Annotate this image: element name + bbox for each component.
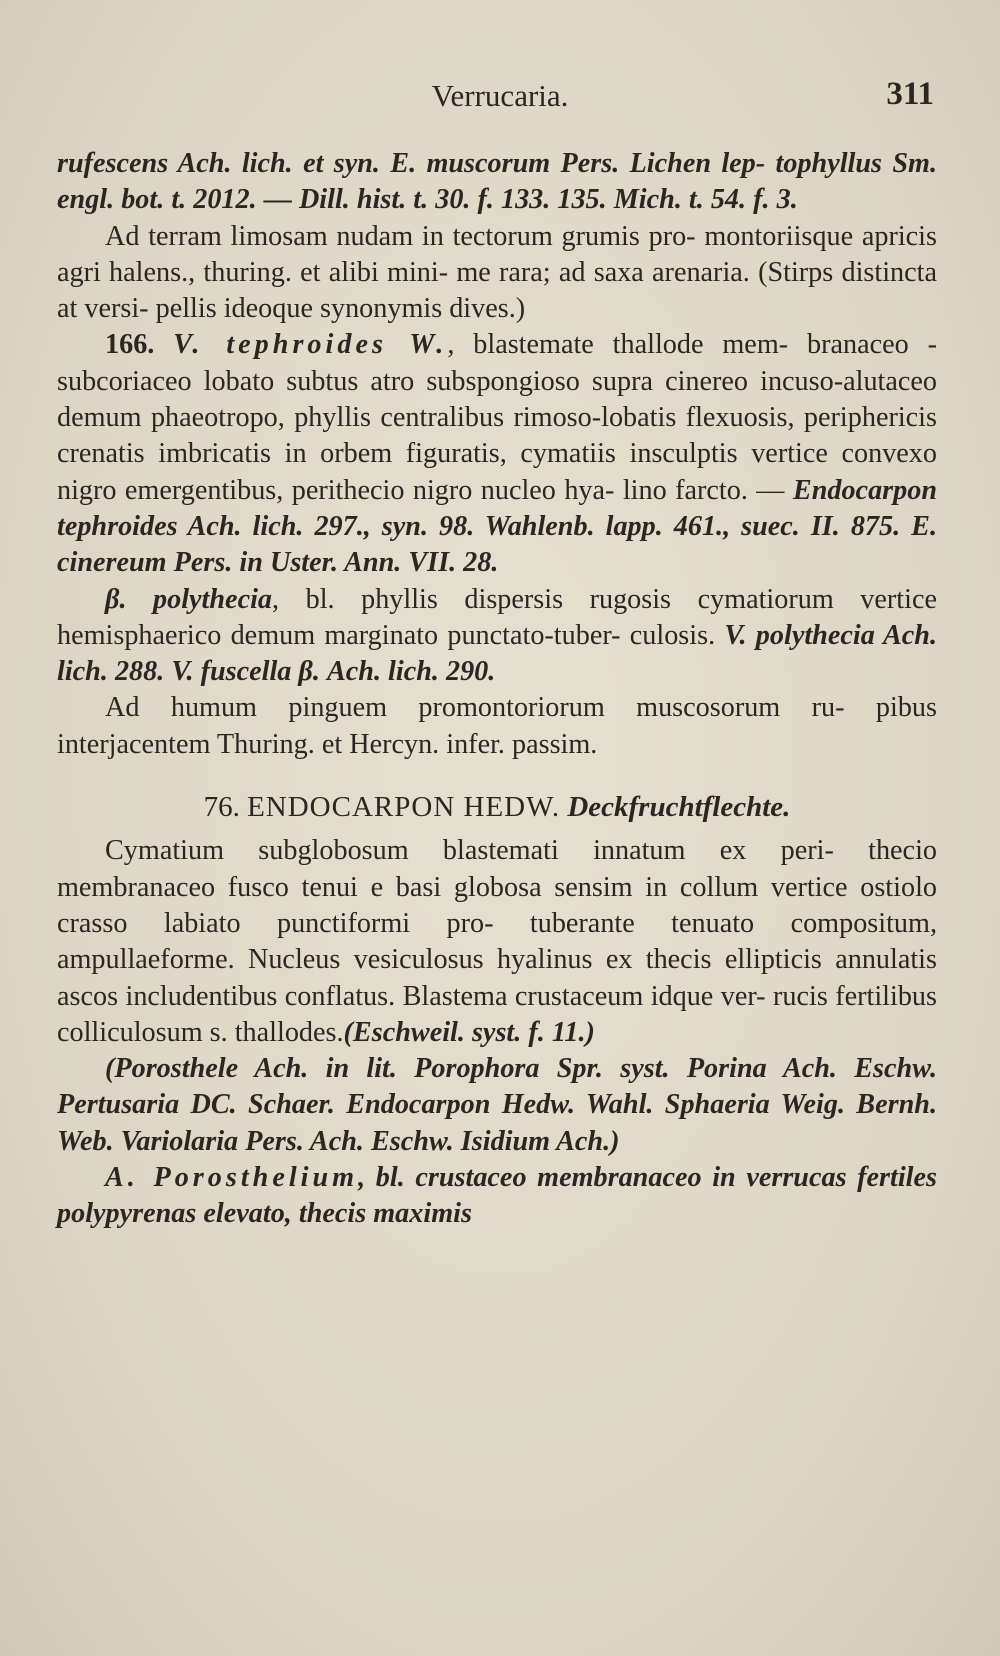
section-a-description: , bl. crustaceo membranaceo in verrucas fertiles polypyrenas elevato, thecis maximis	[57, 1162, 937, 1230]
genus-synonyms: (Porosthele Ach. in lit. Porophora Spr. syst. Porina Ach. Eschw. Pertusaria DC. Schaer. Endocarpon Hedw. Wahl. Sphaeria Weig. Bernh. Web. Variolaria Pers. Ach. Eschw. Isidium Ach.)	[57, 1053, 937, 1157]
section-a	[57, 1160, 937, 1233]
genus-description	[57, 833, 937, 1051]
running-title: Verrucaria.	[431, 78, 569, 113]
genus-description-ref: (Eschweil. syst. f. 11.)	[343, 1016, 595, 1048]
entry-top-references	[57, 146, 937, 219]
genus-heading	[57, 789, 937, 825]
entry-top-line-3: 133. 135. Mich. t. 54. f. 3.	[500, 184, 798, 216]
genus-name: ENDOCARPON HEDW.	[247, 791, 561, 824]
habitat-paragraph-1: Ad terram limosam nudam in tectorum grumis pro- montoriisque apricis agri halens., thuring. et alibi mini- me rara; ad saxa arenaria. (Stirps distincta at versi- pellis ideoque synonymis dives.)	[57, 220, 937, 325]
variety-references: V. polythecia Ach. lich. 288. V. fuscella β. Ach. lich. 290.	[57, 619, 938, 688]
variety-beta	[57, 582, 937, 691]
genus-description-text: Cymatium subglobosum blastemati innatum ex peri- thecio membranaceo fusco tenui e basi globosa sensim in collum vertice ostiolo crasso labiato punctiformi pro- tuberante tenuato compositum, ampullaeforme. Nucleus vesiculosus hyalinus ex thecis ellipticis annulatis ascos includentibus conflatus. Blastema crustaceum idque ver- rucis fertilibus colliculosum s. thallodes.	[57, 835, 937, 1048]
species-entry-166	[57, 327, 937, 581]
species-number: 166.	[105, 329, 155, 361]
species-description: , blastemate thallode mem- branaceo - subcoriaceo lobato subtus atro subspongioso supra cinereo incuso-alutaceo demum phaeotropo, phyllis centralibus rimoso-lobatis flexuosis, periphericis crenatis imbricatis in orbem figuratis, cymatiis insculptis vertice convexo nigro emergentibus, perithecio nigro nucleo hya- lino farcto. —	[57, 329, 938, 506]
entry-top-line-2: tophyllus Sm. engl. bot. t. 2012. — Dill. hist. t. 30. f.	[57, 148, 938, 216]
genus-german-name: Deckfruchtflechte.	[567, 791, 791, 824]
page-number: 311	[886, 76, 934, 112]
variety-label: β. polythecia	[105, 583, 273, 615]
species-references: Endocarpon tephroides Ach. lich. 297., syn. 98. Wahlenb. lapp. 461., suec. II. 875. E. cinereum Pers. in Uster. Ann. VII. 28.	[57, 474, 937, 579]
page-header	[0, 74, 1000, 114]
page-body	[57, 146, 937, 1233]
entry-top-line-1: rufescens Ach. lich. et syn. E. muscorum Pers. Lichen lep-	[57, 148, 766, 179]
genus-number: 76.	[203, 791, 240, 824]
species-name: V. tephroides W.	[173, 329, 448, 361]
variety-description: , bl. phyllis dispersis rugosis cymatiorum vertice hemisphaerico demum marginato punctato-tuber- culosis.	[57, 583, 937, 651]
habitat-paragraph-2: Ad humum pinguem promontoriorum muscosorum ru- pibus interjacentem Thuring. et Hercyn. infer. passim.	[57, 692, 937, 760]
section-a-label: A. Porosthelium	[105, 1162, 359, 1194]
